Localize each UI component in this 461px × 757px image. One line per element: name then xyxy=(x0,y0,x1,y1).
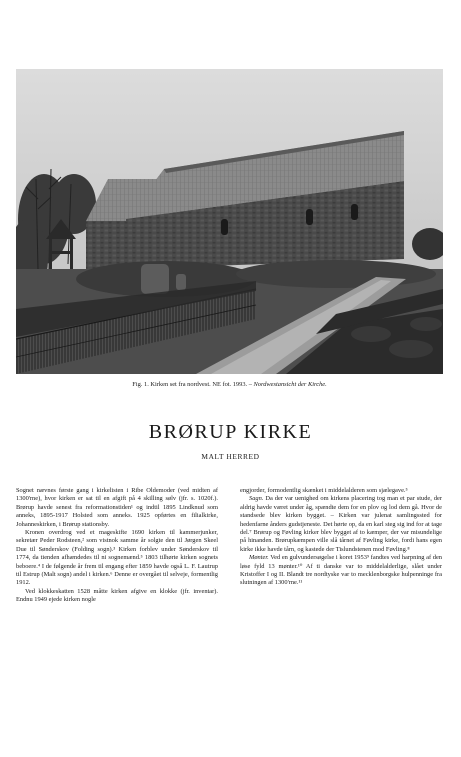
paragraph-ownership: Kronen overdrog ved et mageskifte 1690 kirken til kammerjunker, sekretær Peder Rodsteen,² som vistnok samme år solgte den til Jørgen Skeel Due til Sønderskov (Folding sogn).³ Kirken forblev under Sønderskov til 1774, da tienden afhændedes til ni sognemænd.⁵ 1803 tilhørte kirken sognets beboere.⁴ I de følgende år frem til engang efter 1859 havde også L. F. Lautrup til Estrup (Malt sogn) andel i kirken.⁶ Denne er overgået til selveje, formentlig 1912. xyxy=(16,529,218,587)
right-text-column xyxy=(240,487,442,588)
left-text-column xyxy=(16,487,218,605)
paragraph-legend xyxy=(240,495,442,554)
church-photo-image xyxy=(16,69,443,374)
paragraph-parish: Sognet nævnes første gang i kirkelisten i Ribe Oldemoder (ved midten af 1300'rne), hvor kirken er sat til en afgift på 4 skilling sølv (jfr. s. 1020f.). Brørup havde senest fra reformationstiden¹ og indtil 1895 Lindknud som anneks, 1895-1917 Holsted som anneks. 1925 opførtes en filialkirke, Johanneskirken, i Brørup stationsby. xyxy=(16,487,218,528)
page-subtitle: MALT HERRED xyxy=(201,452,260,461)
paragraph-bell-tax: Ved klokkeskatten 1528 måtte kirken afgive en klokke (jfr. inventar). Endnu 1949 ejede kirken nogle xyxy=(16,587,218,604)
paragraph-coins xyxy=(240,554,442,588)
page-title: BRØRUP KIRKE xyxy=(148,421,313,443)
church-photograph xyxy=(16,69,443,374)
paragraph-meadows: engjorder, formodentlig skænket i middelalderen som sjælegave.⁵ xyxy=(240,487,408,494)
coins-text: Ved en gulvundersøgelse i koret 1953⁹ fandtes ved harpning af den løse fyld 13 mønter.¹⁰ Af ti danske var to middelalderlige, slået under Kristoffer I og II. Blandt tre nordtyske var to mecklenborgske hulpenninge fra slutningen af 1300'rne.¹¹ xyxy=(240,554,442,587)
caption-german-text: Nordwestansicht der Kirche. xyxy=(253,381,327,388)
legend-text: Da der var uenighed om kirkens placering tog man et par stude, der aldrig havde været under åg, spændte dem for en plov og lod dem gå. Hvor de standsede blev kirken bygget. – Kirken var julenat samlingssted for hedenfarne ånders gudstjeneste. Det hørte op, da en karl steg sig ind for at tage del.⁷ Brørup og Føvling kirker blev bygget af to kæmper, der var misundelige på hinanden. Brørupkæmpen ville slå tårnet af Føvling kirke, fordi hans egen kirke ikke havde tårn, og kastede der Tislundstenen mod Føvling.⁸ xyxy=(240,495,442,553)
figure-caption xyxy=(16,381,443,389)
caption-main-text: Fig. 1. Kirken set fra nordvest. NE fot. 1993. – xyxy=(132,381,254,388)
legend-heading: Sagn. xyxy=(249,495,264,503)
coins-heading: Mønter. xyxy=(249,554,269,562)
